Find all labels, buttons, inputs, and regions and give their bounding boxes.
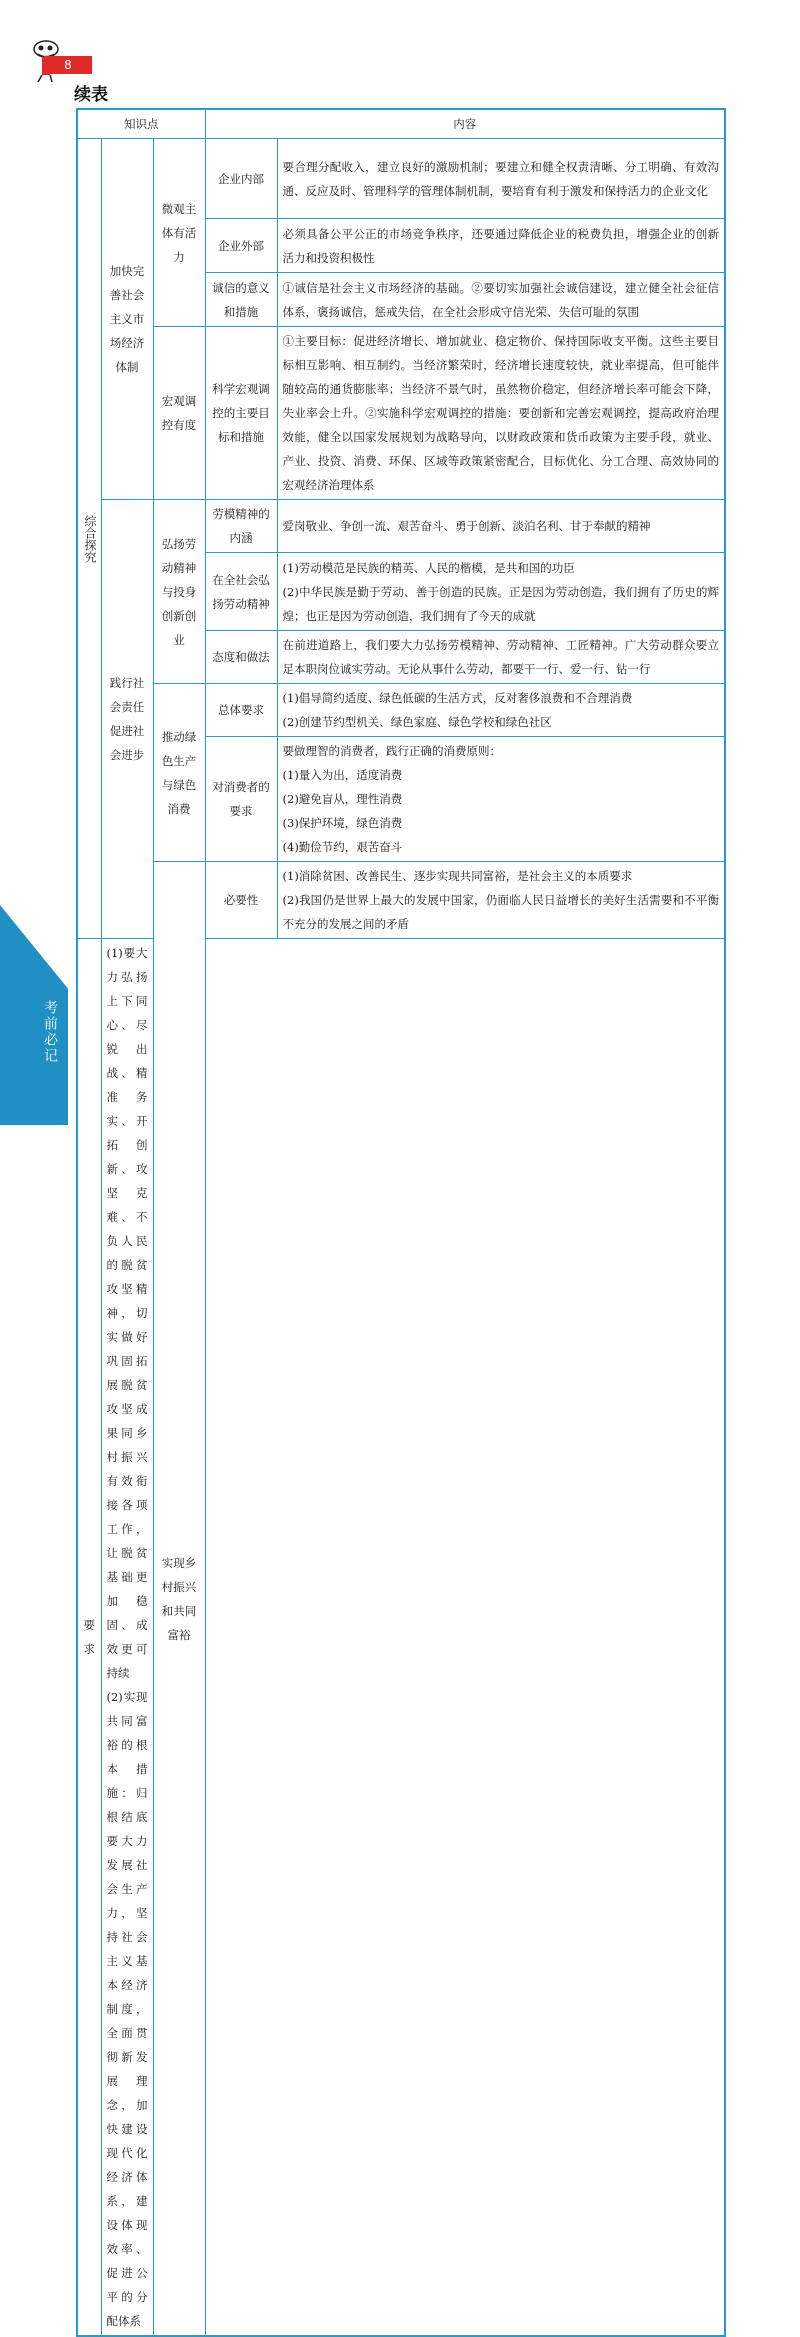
topic-label: 践行社会责任促进社会进步 xyxy=(101,500,153,939)
section-label: 综合探究 xyxy=(77,139,101,939)
item-label: 企业内部 xyxy=(205,139,277,219)
subgroup-label: 弘扬劳动精神与投身创新创业 xyxy=(153,500,205,684)
side-tab-label: 考前必记 xyxy=(42,1000,58,1064)
content-line: (4)勤俭节约，艰苦奋斗 xyxy=(282,840,403,854)
item-content xyxy=(277,684,725,737)
item-content: 必须具备公平公正的市场竞争秩序，还要通过降低企业的税费负担，增强企业的创新活力和投资积极性 xyxy=(277,219,725,273)
item-content xyxy=(277,862,725,939)
header-knowledge-point: 知识点 xyxy=(77,109,205,139)
content-line: (1)量入为出，适度消费 xyxy=(282,768,403,782)
item-content xyxy=(101,939,153,2337)
topic-label: 加快完善社会主义市场经济体制 xyxy=(101,139,153,500)
content-line: (2)创建节约型机关、绿色家庭、绿色学校和绿色社区 xyxy=(282,715,552,729)
content-line: 要做理智的消费者，践行正确的消费原则： xyxy=(282,744,502,758)
item-content: ①主要目标：促进经济增长、增加就业、稳定物价、保持国际收支平衡。这些主要目标相互影响、相互制约。当经济繁荣时，经济增长速度较快，就业率提高，但可能伴随较高的通货膨胀率；当经济不景气时，虽然物价稳定，但经济增长率可能会下降，失业率会上升。②实施科学宏观调控的措施：要创新和完善宏观调控，提高政府治理效能，健全以国家发展规划为战略导向，以财政政策和货币政策为主要手段，就业、产业、投资、消费、环保、区域等政策紧密配合，目标优化、分工合理、高效协同的宏观经济治理体系 xyxy=(277,327,725,500)
item-label: 必要性 xyxy=(205,862,277,939)
content-line: (1)倡导简约适度、绿色低碳的生活方式，反对奢侈浪费和不合理消费 xyxy=(282,691,633,705)
item-label: 对消费者的要求 xyxy=(205,737,277,862)
header-content: 内容 xyxy=(205,109,725,139)
content-line: (3)保护环境，绿色消费 xyxy=(282,816,403,830)
knowledge-table xyxy=(76,108,726,2337)
page-number: 8 xyxy=(44,56,92,74)
item-label: 在全社会弘扬劳动精神 xyxy=(205,553,277,631)
item-label: 企业外部 xyxy=(205,219,277,273)
content-line: (2)我国仍是世界上最大的发展中国家，仍面临人民日益增长的美好生活需要和不平衡不充分的发展之间的矛盾 xyxy=(282,893,720,931)
content-line: (1)消除贫困、改善民生、逐步实现共同富裕，是社会主义的本质要求 xyxy=(282,869,633,883)
item-content: ①诚信是社会主义市场经济的基础。②要切实加强社会诚信建设，建立健全社会征信体系，褒扬诚信，惩戒失信，在全社会形成守信光荣、失信可耻的氛围 xyxy=(277,273,725,327)
content-line: (2)中华民族是勤于劳动、善于创造的民族。正是因为劳动创造，我们拥有了历史的辉煌；也正是因为劳动创造，我们拥有了今天的成就 xyxy=(282,584,720,623)
item-label: 要求 xyxy=(77,939,101,2337)
subgroup-label: 宏观调控有度 xyxy=(153,327,205,500)
item-content: 爱岗敬业、争创一流、艰苦奋斗、勇于创新、淡泊名利、甘于奉献的精神 xyxy=(277,500,725,553)
item-label: 态度和做法 xyxy=(205,631,277,684)
item-label: 诚信的意义和措施 xyxy=(205,273,277,327)
content-line: (1)劳动模范是民族的精英、人民的楷模，是共和国的功臣 xyxy=(282,560,575,575)
content-line: (2)实现共同富裕的根本措施：归根结底要大力发展社会生产力，坚持社会主义基本经济制度，全面贯彻新发展理念，加快建设现代化经济体系，建设体现效率、促进公平的分配体系 xyxy=(106,1690,148,2328)
subgroup-label: 实现乡村振兴和共同富裕 xyxy=(153,862,205,2337)
subgroup-label: 微观主体有活力 xyxy=(153,139,205,327)
item-content xyxy=(277,553,725,631)
item-label: 科学宏观调控的主要目标和措施 xyxy=(205,327,277,500)
item-content: 要合理分配收入，建立良好的激励机制；要建立和健全权责清晰、分工明确、有效沟通、反应及时、管理科学的管理体制机制，要培育有利于激发和保持活力的企业文化 xyxy=(277,139,725,219)
content-line: (1)要大力弘扬上下同心、尽锐出战、精准务实、开拓创新、攻坚克难、不负人民的脱贫攻坚精神，切实做好巩固拓展脱贫攻坚成果同乡村振兴有效衔接各项工作，让脱贫基础更加稳固、成效更可持续 xyxy=(106,946,148,1680)
subgroup-label: 推动绿色生产与绿色消费 xyxy=(153,684,205,862)
item-content: 在前进道路上，我们要大力弘扬劳模精神、劳动精神、工匠精神。广大劳动群众要立足本职岗位诚实劳动。无论从事什么劳动，都要干一行、爱一行、钻一行 xyxy=(277,631,725,684)
item-content xyxy=(277,737,725,862)
item-label: 总体要求 xyxy=(205,684,277,737)
item-label: 劳模精神的内涵 xyxy=(205,500,277,553)
page-title: 续表 xyxy=(74,85,108,105)
content-line: (2)避免盲从，理性消费 xyxy=(282,792,403,806)
